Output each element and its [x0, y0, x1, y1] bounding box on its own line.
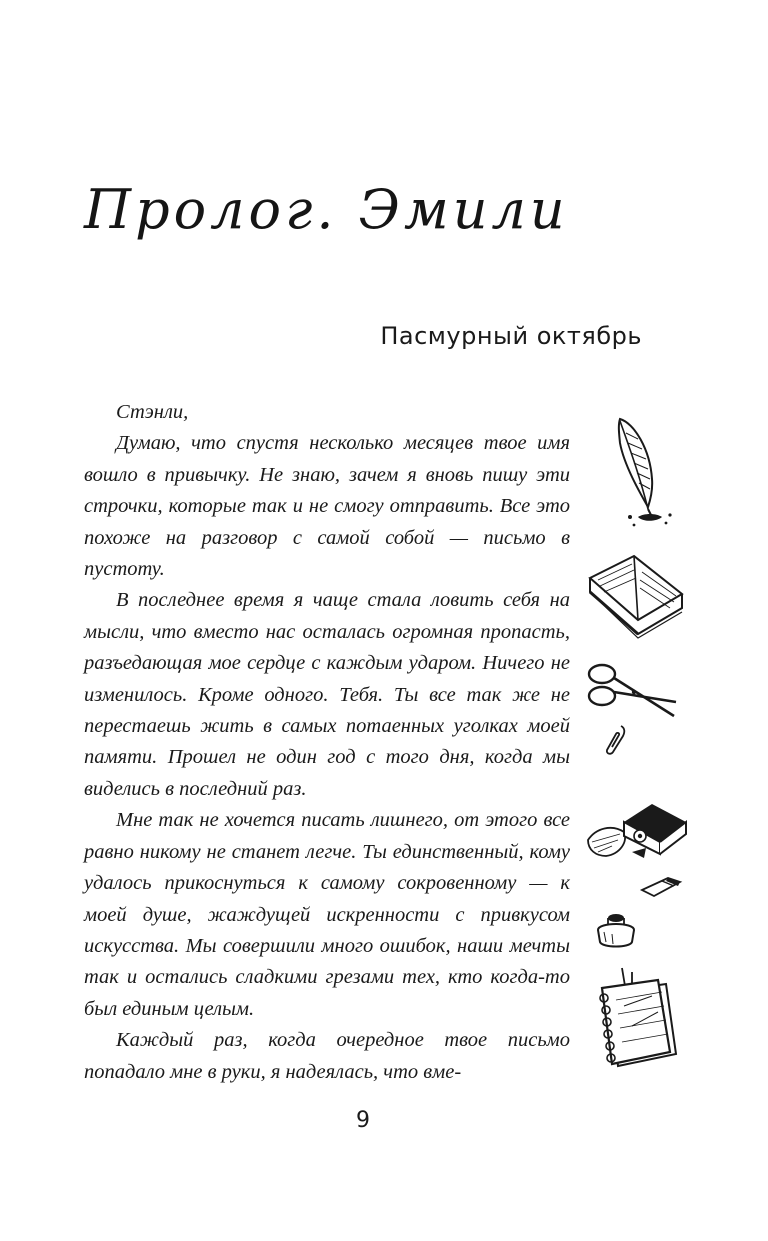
pencil-sharpener-icon — [582, 800, 692, 862]
paragraph: Думаю, что спустя несколько месяцев твое имя вошло в привычку. Не знаю, зачем я вновь пишу эти строчки, которые так и не смогу отправить. Все это похоже на разговор с самой собой — письмо в пустоту. — [84, 432, 570, 581]
paragraph: В последнее время я чаще стала ловить себя на мысли, что вместо нас осталась огромная пропасть, разъедающая мое сердце с каждым ударом. Ничего не изменилось. Кроме одного. Тебя. Ты все так же не перестаешь жить в самых потаенных уголках моей памяти. Прошел не один год с того дня, когда мы виделись в последний раз. — [84, 589, 570, 800]
chapter-subtitle: Пасмурный октябрь — [380, 322, 642, 350]
notebook-icon — [592, 966, 682, 1078]
paragraph: Каждый раз, когда очередное твое письмо попадало мне в руки, я надеялась, что вме- — [84, 1029, 570, 1083]
page-number: 9 — [356, 1108, 370, 1133]
inkwell-icon — [592, 906, 640, 950]
paragraph-greeting: Стэнли, — [116, 401, 189, 423]
body-text — [84, 397, 570, 1088]
chapter-title: Пролог. Эмили — [84, 178, 569, 241]
eraser-icon — [638, 872, 684, 900]
paperclip-icon — [603, 722, 629, 756]
open-book-icon — [582, 548, 690, 650]
scissors-icon — [584, 660, 680, 726]
quill-icon — [604, 413, 682, 531]
paragraph: Мне так не хочется писать лишнего, от этого все равно никому не станет легче. Ты единственный, кому удалось прикоснуться к самому сокровенному — к моей душе, жаждущей искренности с привкусом искусства. Мы совершили много ошибок, наши мечты так и остались сладкими грезами тех, кто когда-то был единым целым. — [84, 809, 570, 1020]
